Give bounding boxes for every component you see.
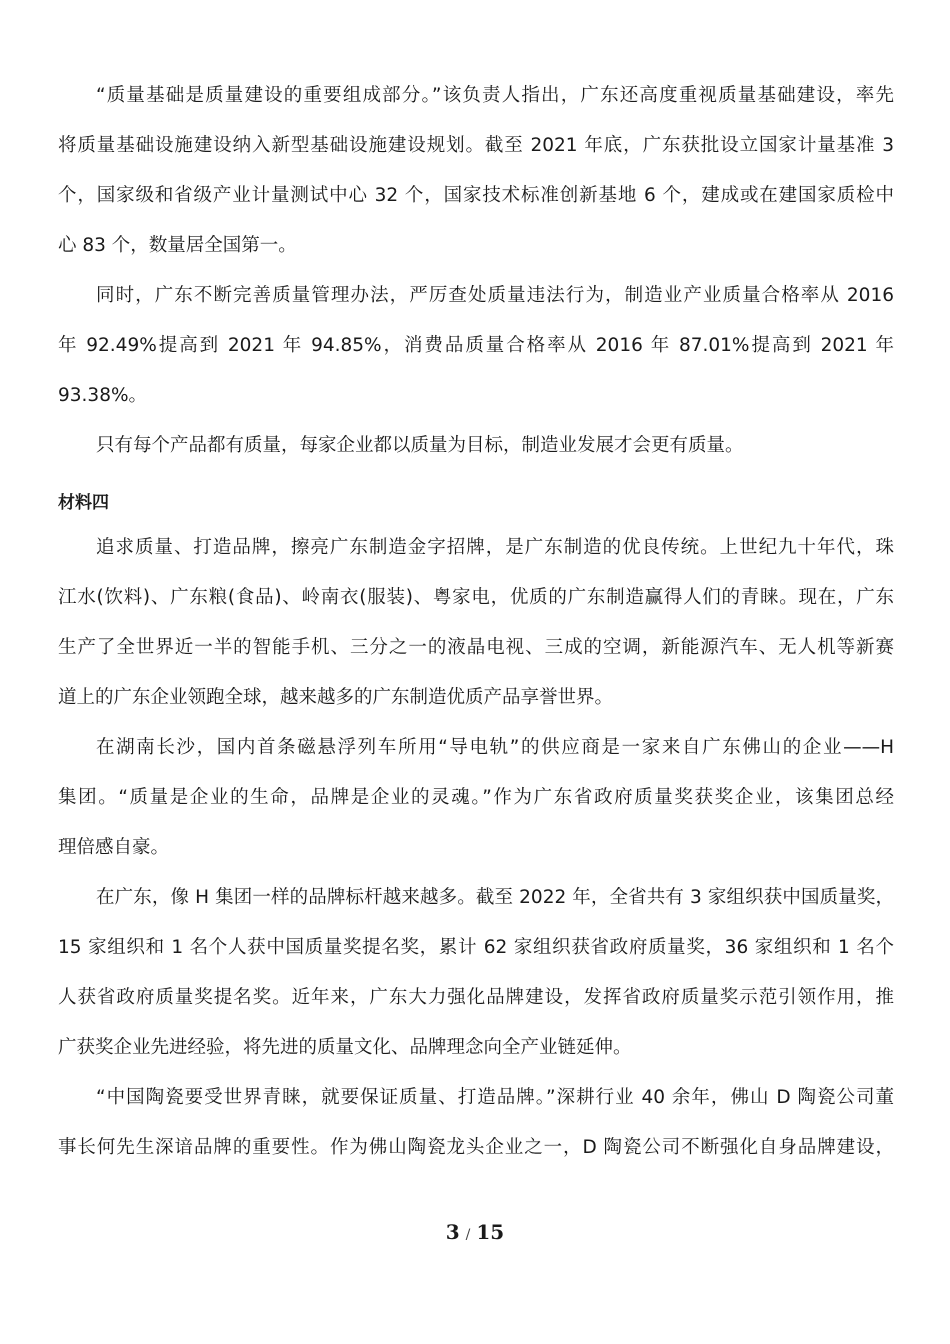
- paragraph-ceramics: [58, 1073, 894, 1173]
- text-line: 追求质量、打造品牌，擦亮广东制造金字招牌，是广东制造的优良传统。上世纪九十年代，珠: [96, 537, 894, 558]
- paragraph-quality-foundation: [58, 71, 894, 271]
- paragraph-conclusion: [58, 421, 894, 471]
- paragraph-brand-tradition: [58, 523, 894, 723]
- page-number-footer: [0, 1220, 950, 1244]
- text-line: 生产了全世界近一半的智能手机、三分之一的液晶电视、三成的空调，新能源汽车、无人机等新赛: [58, 637, 894, 658]
- paragraph-brand-benchmarks: [58, 873, 894, 1073]
- text-line: 理倍感自豪。: [58, 837, 170, 858]
- total-pages-number: 15: [476, 1220, 505, 1244]
- text-line: 广获奖企业先进经验，将先进的质量文化、品牌理念向全产业链延伸。: [58, 1037, 632, 1058]
- text-line: 人获省政府质量奖提名奖。近年来，广东大力强化品牌建设，发挥省政府质量奖示范引领作用，推: [58, 987, 894, 1008]
- text-line: 同时，广东不断完善质量管理办法，严厉查处质量违法行为，制造业产业质量合格率从 2016: [96, 285, 894, 306]
- text-line: 心 83 个，数量居全国第一。: [58, 235, 297, 256]
- text-line: 15 家组织和 1 名个人获中国质量奖提名奖，累计 62 家组织获省政府质量奖，36 家组织和 1 名个: [58, 937, 894, 958]
- document-page: [58, 71, 894, 1173]
- text-line: 事长何先生深谙品牌的重要性。作为佛山陶瓷龙头企业之一，D 陶瓷公司不断强化自身品牌建设，: [58, 1137, 894, 1158]
- text-line: “质量基础是质量建设的重要组成部分。”该负责人指出，广东还高度重视质量基础建设，率先: [96, 85, 894, 106]
- text-line: 江水(饮料)、广东粮(食品)、岭南衣(服装)、粤家电，优质的广东制造赢得人们的青睐。现在，广东: [58, 587, 894, 608]
- paragraph-h-group: [58, 723, 894, 873]
- text-line: 只有每个产品都有质量，每家企业都以质量为目标，制造业发展才会更有质量。: [96, 435, 744, 456]
- text-line: 道上的广东企业领跑全球，越来越多的广东制造优质产品享誉世界。: [58, 687, 614, 708]
- text-line: “中国陶瓷要受世界青睐，就要保证质量、打造品牌。”深耕行业 40 余年，佛山 D 陶瓷公司董: [96, 1087, 894, 1108]
- text-line: 集团。“质量是企业的生命，品牌是企业的灵魂。”作为广东省政府质量奖获奖企业，该集团总经: [58, 787, 894, 808]
- text-line: 93.38%。: [58, 385, 148, 406]
- current-page-number: 3: [445, 1220, 460, 1244]
- text-line: 将质量基础设施建设纳入新型基础设施建设规划。截至 2021 年底，广东获批设立国家计量基准 3: [58, 135, 894, 156]
- section-heading-material-four: 材料四: [58, 493, 109, 513]
- paragraph-quality-rates: [58, 271, 894, 421]
- text-line: 年 92.49%提高到 2021 年 94.85%，消费品质量合格率从 2016 年 87.01%提高到 2021 年: [58, 335, 894, 356]
- page-separator: /: [465, 1227, 471, 1243]
- text-line: 在广东，像 H 集团一样的品牌标杆越来越多。截至 2022 年，全省共有 3 家组织获中国质量奖，: [96, 887, 894, 908]
- text-line: 在湖南长沙，国内首条磁悬浮列车所用“导电轨”的供应商是一家来自广东佛山的企业——H: [96, 737, 894, 758]
- text-line: 个，国家级和省级产业计量测试中心 32 个，国家技术标准创新基地 6 个，建成或在建国家质检中: [58, 185, 894, 206]
